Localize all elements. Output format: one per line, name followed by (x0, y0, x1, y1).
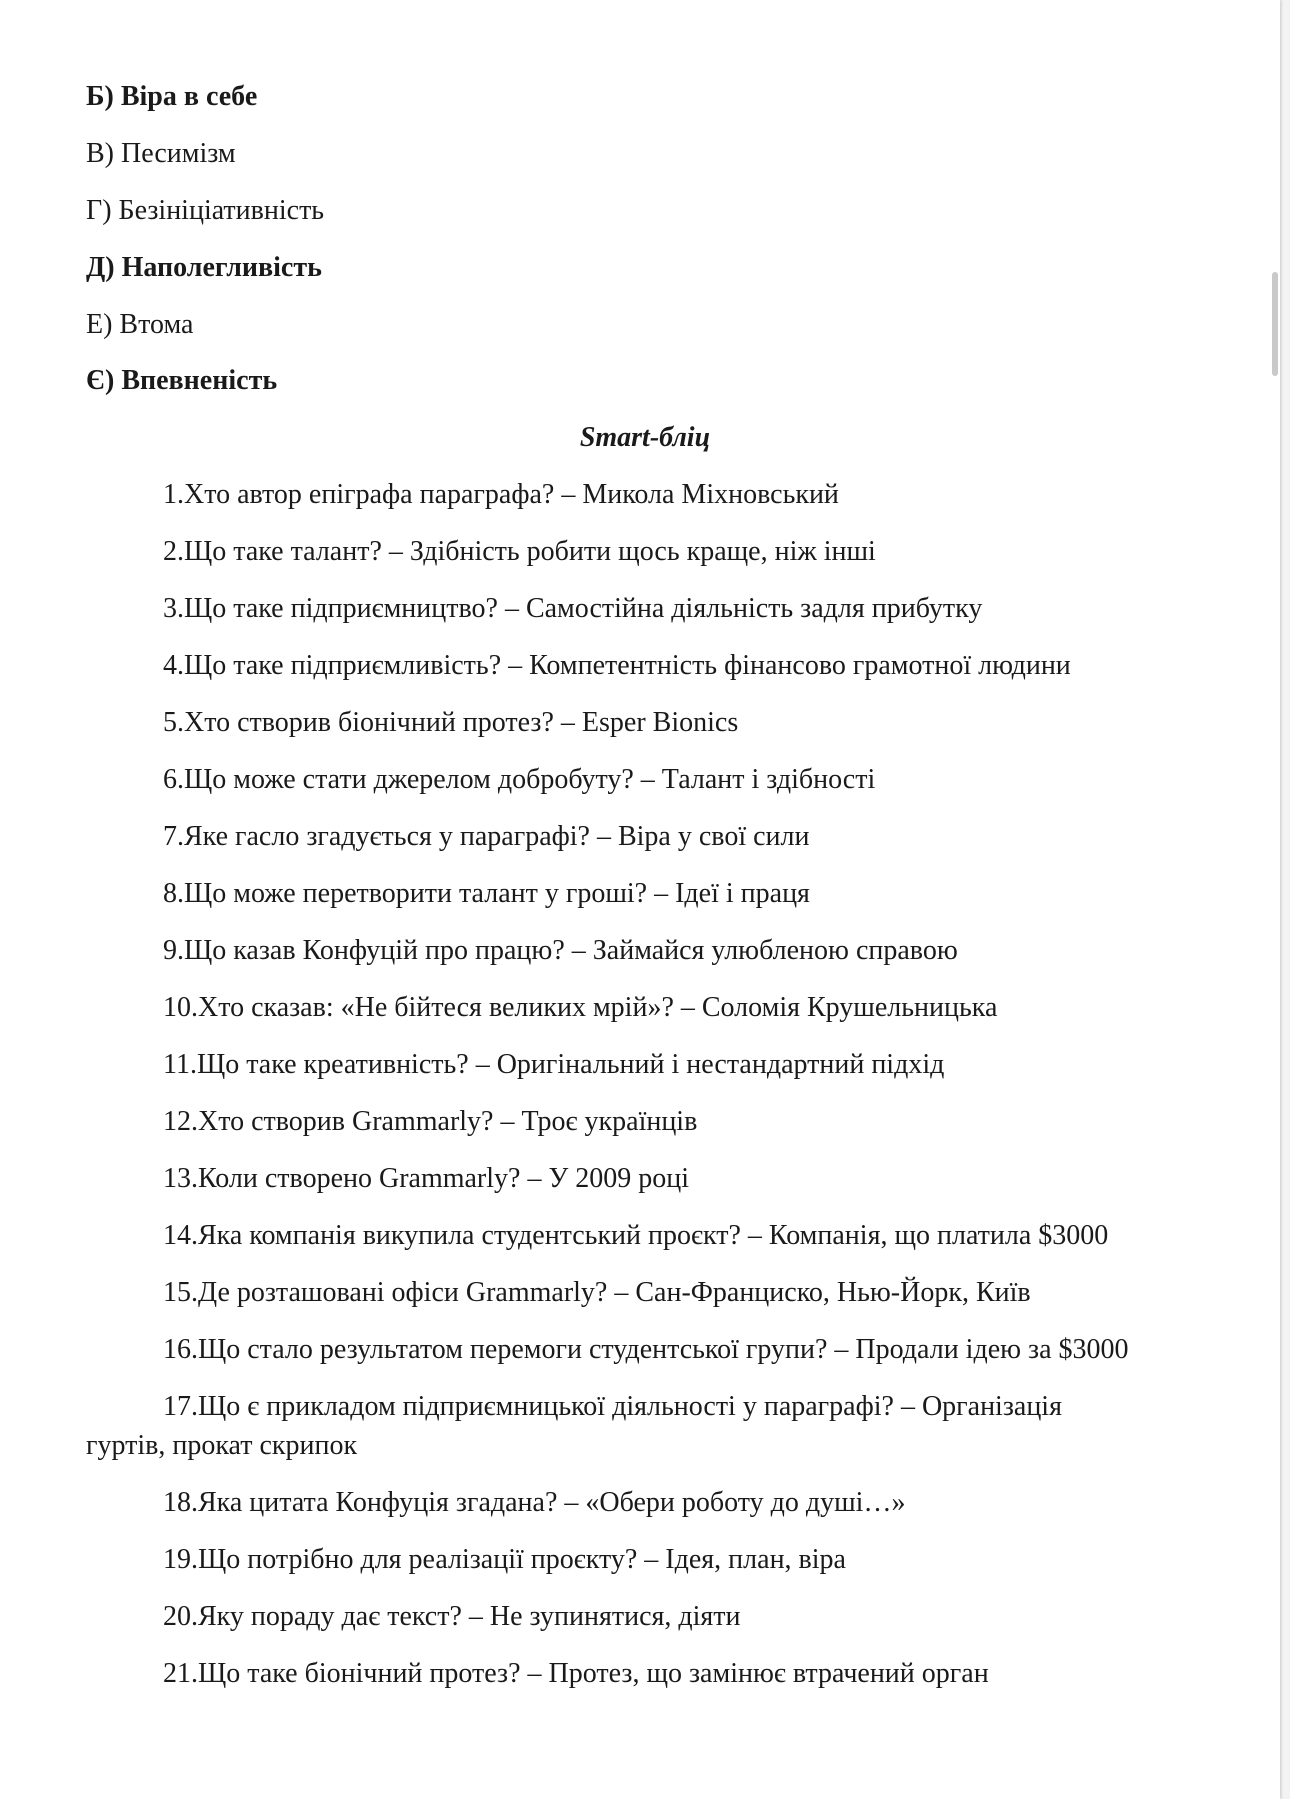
question-item: 13.Коли створено Grammarly? – У 2009 році (163, 1163, 690, 1194)
question-item: 8.Що може перетворити талант у гроші? – Ідеї і праця (163, 878, 810, 909)
question-item: 17.Що є прикладом підприємницької діяльності у параграфі? – Організація (163, 1391, 1062, 1422)
question-item: 19.Що потрібно для реалізації проєкту? – Ідея, план, віра (163, 1544, 846, 1575)
question-item: 4.Що таке підприємливість? – Компетентність фінансово грамотної людини (163, 650, 1071, 681)
question-item: 3.Що таке підприємництво? – Самостійна діяльність задля прибутку (163, 593, 983, 624)
question-item: 5.Хто створив біонічний протез? – Esper Bionics (163, 707, 739, 738)
question-item: 2.Що таке талант? – Здібність робити щось краще, ніж інші (163, 536, 876, 567)
question-item: 14.Яка компанія викупила студентський проєкт? – Компанія, що платила $3000 (163, 1220, 1109, 1251)
question-item: 20.Яку пораду дає текст? – Не зупинятися, діяти (163, 1601, 741, 1632)
option-e: Е) Втома (86, 309, 194, 340)
vertical-scrollbar[interactable] (1272, 272, 1278, 376)
option-d: Д) Наполегливість (86, 252, 322, 283)
option-ye: Є) Впевненість (86, 365, 278, 396)
question-item: 9.Що казав Конфуцій про працю? – Займайся улюбленою справою (163, 935, 958, 966)
option-g: Г) Безініціативність (86, 195, 325, 226)
section-heading: Smart-бліц (579, 422, 711, 453)
question-item: 1.Хто автор епіграфа параграфа? – Микола Міхновський (163, 479, 839, 510)
option-v: В) Песимізм (86, 138, 236, 169)
question-item: 18.Яка цитата Конфуція згадана? – «Обери роботу до душі…» (163, 1487, 906, 1518)
question-item: 11.Що таке креативність? – Оригінальний і нестандартний підхід (163, 1049, 945, 1080)
question-item: 16.Що стало результатом перемоги студентської групи? – Продали ідею за $3000 (163, 1334, 1129, 1365)
question-item: 15.Де розташовані офіси Grammarly? – Сан-Франциско, Нью-Йорк, Київ (163, 1277, 1031, 1308)
question-item: 12.Хто створив Grammarly? – Троє українців (163, 1106, 698, 1137)
option-b: Б) Віра в себе (86, 81, 258, 112)
question-item: 7.Яке гасло згадується у параграфі? – Віра у свої сили (163, 821, 810, 852)
question-item: 10.Хто сказав: «Не бійтеся великих мрій»? – Соломія Крушельницька (163, 992, 998, 1023)
question-item: 21.Що таке біонічний протез? – Протез, що замінює втрачений орган (163, 1658, 989, 1689)
question-item-continuation: гуртів, прокат скрипок (86, 1430, 358, 1461)
question-item: 6.Що може стати джерелом добробуту? – Талант і здібності (163, 764, 876, 795)
